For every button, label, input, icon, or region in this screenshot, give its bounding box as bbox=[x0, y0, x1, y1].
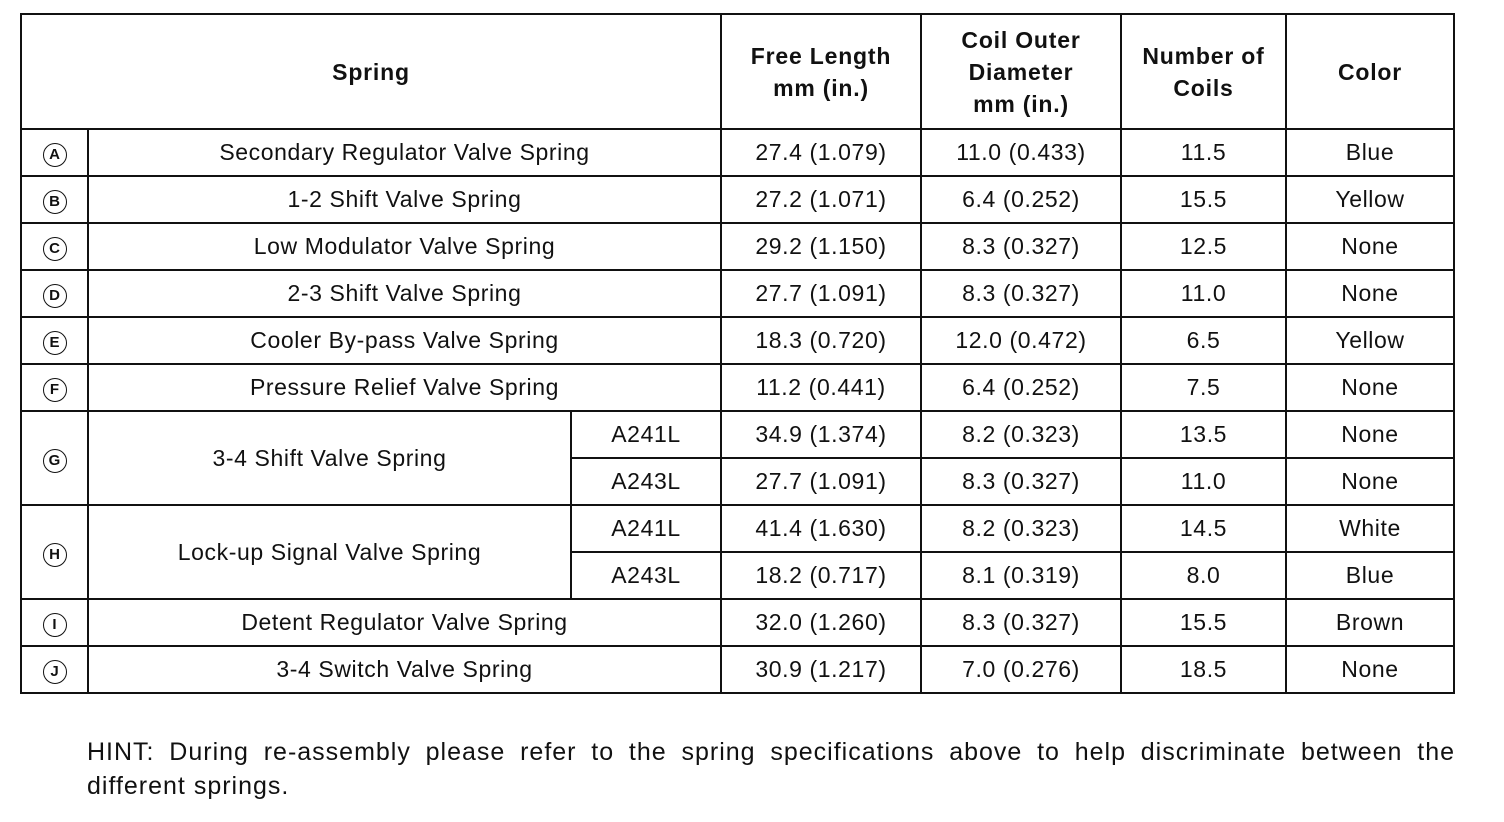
free-length-cell: 27.2 (1.071) bbox=[721, 176, 921, 223]
row-letter-badge: H bbox=[43, 543, 67, 567]
color-cell: None bbox=[1286, 270, 1454, 317]
color-cell: Blue bbox=[1286, 129, 1454, 176]
spring-name: Cooler By-pass Valve Spring bbox=[88, 317, 721, 364]
model-cell: A241L bbox=[571, 505, 721, 552]
row-letter-badge: E bbox=[43, 331, 67, 355]
diameter-cell: 8.3 (0.327) bbox=[921, 270, 1121, 317]
row-letter-cell bbox=[21, 411, 88, 505]
row-letter-cell bbox=[21, 129, 88, 176]
coils-cell: 15.5 bbox=[1121, 176, 1286, 223]
table-row bbox=[21, 364, 1454, 411]
model-cell: A241L bbox=[571, 411, 721, 458]
model-cell: A243L bbox=[571, 552, 721, 599]
diameter-cell: 8.3 (0.327) bbox=[921, 223, 1121, 270]
spring-name: 3-4 Switch Valve Spring bbox=[88, 646, 721, 693]
row-letter-cell bbox=[21, 270, 88, 317]
free-length-cell: 18.2 (0.717) bbox=[721, 552, 921, 599]
diameter-cell: 7.0 (0.276) bbox=[921, 646, 1121, 693]
spring-name: 2-3 Shift Valve Spring bbox=[88, 270, 721, 317]
row-letter-cell bbox=[21, 317, 88, 364]
diameter-cell: 8.1 (0.319) bbox=[921, 552, 1121, 599]
row-letter-cell bbox=[21, 505, 88, 599]
table-row bbox=[21, 270, 1454, 317]
spring-name: Detent Regulator Valve Spring bbox=[88, 599, 721, 646]
color-cell: Yellow bbox=[1286, 317, 1454, 364]
row-letter-cell bbox=[21, 176, 88, 223]
row-letter-cell bbox=[21, 364, 88, 411]
free-length-cell: 18.3 (0.720) bbox=[721, 317, 921, 364]
coils-cell: 15.5 bbox=[1121, 599, 1286, 646]
spring-name: Secondary Regulator Valve Spring bbox=[88, 129, 721, 176]
diameter-cell: 12.0 (0.472) bbox=[921, 317, 1121, 364]
free-length-cell: 27.4 (1.079) bbox=[721, 129, 921, 176]
coils-cell: 11.0 bbox=[1121, 270, 1286, 317]
model-cell: A243L bbox=[571, 458, 721, 505]
coils-cell: 8.0 bbox=[1121, 552, 1286, 599]
diameter-cell: 6.4 (0.252) bbox=[921, 176, 1121, 223]
diameter-cell: 8.2 (0.323) bbox=[921, 411, 1121, 458]
header-number-of-coils: Number of Coils bbox=[1121, 14, 1286, 129]
free-length-cell: 41.4 (1.630) bbox=[721, 505, 921, 552]
table-row bbox=[21, 223, 1454, 270]
diameter-cell: 11.0 (0.433) bbox=[921, 129, 1121, 176]
coils-cell: 18.5 bbox=[1121, 646, 1286, 693]
row-letter-badge: D bbox=[43, 284, 67, 308]
header-color: Color bbox=[1286, 14, 1454, 129]
table-row bbox=[21, 646, 1454, 693]
diameter-cell: 6.4 (0.252) bbox=[921, 364, 1121, 411]
color-cell: None bbox=[1286, 646, 1454, 693]
row-letter-badge: B bbox=[43, 190, 67, 214]
free-length-cell: 27.7 (1.091) bbox=[721, 270, 921, 317]
free-length-cell: 27.7 (1.091) bbox=[721, 458, 921, 505]
row-letter-cell bbox=[21, 599, 88, 646]
spring-name: Pressure Relief Valve Spring bbox=[88, 364, 721, 411]
color-cell: Blue bbox=[1286, 552, 1454, 599]
diameter-cell: 8.3 (0.327) bbox=[921, 599, 1121, 646]
header-row bbox=[21, 14, 1454, 129]
color-cell: None bbox=[1286, 223, 1454, 270]
coils-cell: 12.5 bbox=[1121, 223, 1286, 270]
color-cell: Yellow bbox=[1286, 176, 1454, 223]
table-row bbox=[21, 176, 1454, 223]
row-letter-badge: J bbox=[43, 660, 67, 684]
free-length-cell: 30.9 (1.217) bbox=[721, 646, 921, 693]
spring-name: Low Modulator Valve Spring bbox=[88, 223, 721, 270]
hint-text: HINT: During re-assembly please refer to the spring specifications above to help discriminate between the different springs. bbox=[87, 738, 1455, 800]
spring-name: 1-2 Shift Valve Spring bbox=[88, 176, 721, 223]
free-length-cell: 34.9 (1.374) bbox=[721, 411, 921, 458]
diameter-cell: 8.3 (0.327) bbox=[921, 458, 1121, 505]
color-cell: None bbox=[1286, 364, 1454, 411]
coils-cell: 13.5 bbox=[1121, 411, 1286, 458]
table-row bbox=[21, 129, 1454, 176]
row-letter-cell bbox=[21, 223, 88, 270]
free-length-cell: 11.2 (0.441) bbox=[721, 364, 921, 411]
row-letter-badge: C bbox=[43, 237, 67, 261]
row-letter-badge: G bbox=[43, 449, 67, 473]
coils-cell: 14.5 bbox=[1121, 505, 1286, 552]
spring-spec-table bbox=[20, 13, 1455, 694]
coils-cell: 7.5 bbox=[1121, 364, 1286, 411]
spring-name: 3-4 Shift Valve Spring bbox=[88, 411, 571, 505]
color-cell: None bbox=[1286, 411, 1454, 458]
table-row bbox=[21, 317, 1454, 364]
free-length-cell: 29.2 (1.150) bbox=[721, 223, 921, 270]
coils-cell: 6.5 bbox=[1121, 317, 1286, 364]
color-cell: None bbox=[1286, 458, 1454, 505]
row-letter-cell bbox=[21, 646, 88, 693]
diameter-cell: 8.2 (0.323) bbox=[921, 505, 1121, 552]
free-length-cell: 32.0 (1.260) bbox=[721, 599, 921, 646]
coils-cell: 11.5 bbox=[1121, 129, 1286, 176]
spring-name: Lock-up Signal Valve Spring bbox=[88, 505, 571, 599]
header-spring: Spring bbox=[21, 14, 721, 129]
table-row bbox=[21, 599, 1454, 646]
table-row bbox=[21, 505, 1454, 552]
header-coil-outer-diameter: Coil Outer Diameter mm (in.) bbox=[921, 14, 1121, 129]
color-cell: Brown bbox=[1286, 599, 1454, 646]
row-letter-badge: F bbox=[43, 378, 67, 402]
table-row bbox=[21, 411, 1454, 458]
row-letter-badge: A bbox=[43, 143, 67, 167]
color-cell: White bbox=[1286, 505, 1454, 552]
header-free-length: Free Length mm (in.) bbox=[721, 14, 921, 129]
row-letter-badge: I bbox=[43, 613, 67, 637]
coils-cell: 11.0 bbox=[1121, 458, 1286, 505]
